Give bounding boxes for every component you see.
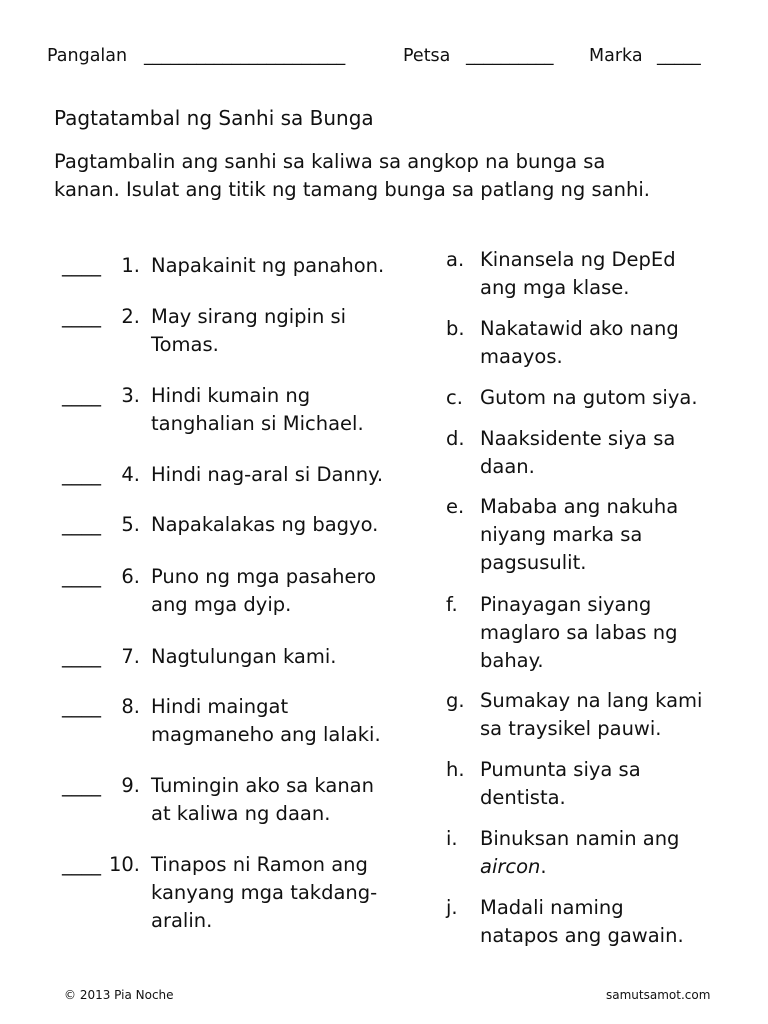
item-number: 1. (121, 254, 140, 277)
cause-text-line: Tinapos ni Ramon ang (151, 853, 368, 876)
effect-text-line: pagsusulit. (480, 551, 587, 574)
cause-text-line: aralin. (151, 909, 213, 932)
cause-text-line: Puno ng mga pasahero (151, 565, 377, 588)
answer-blank[interactable]: ____ (62, 513, 101, 536)
instructions (54, 148, 744, 204)
cause-text (151, 851, 377, 935)
effect-letter: c. (446, 386, 463, 409)
effect-text (480, 425, 675, 481)
cause-text-line: kanyang mga takdang- (151, 881, 378, 904)
effect-text-line: niyang marka sa (480, 523, 643, 546)
score-label: Marka (589, 46, 643, 66)
item-number: 6. (121, 565, 140, 588)
date-label: Petsa (403, 46, 451, 66)
effect-text (480, 687, 702, 743)
item-number: 9. (121, 774, 140, 797)
effect-text (480, 756, 641, 812)
answer-blank[interactable]: ____ (62, 853, 101, 876)
cause-text (151, 693, 381, 749)
answer-blank[interactable]: ____ (62, 645, 101, 668)
effect-letter: j. (446, 896, 458, 919)
effect-text-line: Sumakay na lang kami (480, 689, 703, 712)
effect-text-line: bahay. (480, 649, 544, 672)
cause-text-line: May sirang ngipin si (151, 305, 347, 328)
effect-text (480, 591, 678, 675)
cause-text (151, 511, 378, 539)
cause-text-line: Hindi nag-aral si Danny. (151, 463, 384, 486)
effect-text-line: sa traysikel pauwi. (480, 717, 662, 740)
cause-text-line: Tomas. (151, 333, 219, 356)
answer-blank[interactable]: ____ (62, 774, 101, 797)
cause-text (151, 461, 383, 489)
effect-letter: d. (446, 427, 465, 450)
cause-text (151, 303, 346, 359)
effect-text-line: Naaksidente siya sa (480, 427, 676, 450)
cause-text-line: at kaliwa ng daan. (151, 802, 331, 825)
item-number: 10. (108, 853, 140, 876)
item-number: 3. (121, 384, 140, 407)
date-blank[interactable]: __________ (466, 46, 554, 66)
answer-blank[interactable]: ____ (62, 565, 101, 588)
effect-text-line: Binuksan namin ang (480, 827, 680, 850)
effect-text (480, 825, 679, 881)
score-blank[interactable]: _____ (657, 46, 701, 66)
effect-text (480, 384, 698, 412)
answer-blank[interactable]: ____ (62, 695, 101, 718)
effect-text-line: Pumunta siya sa (480, 758, 641, 781)
effect-text-line: natapos ang gawain. (480, 924, 684, 947)
cause-text (151, 382, 364, 438)
instruction-line: kanan. Isulat ang titik ng tamang bunga sa patlang ng sanhi. (54, 178, 650, 201)
instruction-line: Pagtambalin ang sanhi sa kaliwa sa angkop na bunga sa (54, 150, 606, 173)
italic-term: aircon (480, 855, 541, 878)
answer-blank[interactable]: ____ (62, 384, 101, 407)
cause-text-line: Nagtulungan kami. (151, 645, 337, 668)
effect-text-line: ang mga klase. (480, 276, 630, 299)
answer-blank[interactable]: ____ (62, 463, 101, 486)
copyright: © 2013 Pia Noche (64, 988, 174, 1002)
effect-letter: i. (446, 827, 458, 850)
cause-text (151, 252, 384, 280)
effect-text-line (480, 853, 679, 881)
name-blank[interactable]: _______________________ (144, 46, 346, 66)
cause-text-line: Hindi kumain ng (151, 384, 311, 407)
effect-letter: g. (446, 689, 465, 712)
cause-text-line: magmaneho ang lalaki. (151, 723, 381, 746)
item-number: 5. (121, 513, 140, 536)
effect-letter: b. (446, 317, 465, 340)
effect-text-line: Pinayagan siyang (480, 593, 652, 616)
effect-text-line: dentista. (480, 786, 566, 809)
answer-blank[interactable]: ____ (62, 305, 101, 328)
effect-letter: h. (446, 758, 465, 781)
item-number: 2. (121, 305, 140, 328)
answer-blank[interactable]: ____ (62, 254, 101, 277)
cause-text-line: tanghalian si Michael. (151, 412, 364, 435)
cause-text (151, 563, 376, 619)
worksheet-title: Pagtatambal ng Sanhi sa Bunga (54, 106, 374, 130)
effect-text (480, 493, 678, 577)
effect-text (480, 246, 676, 302)
effect-text-line: Nakatawid ako nang (480, 317, 679, 340)
effect-letter: a. (446, 248, 465, 271)
effect-text-line: Kinansela ng DepEd (480, 248, 676, 271)
item-number: 4. (121, 463, 140, 486)
effect-text-line: Mababa ang nakuha (480, 495, 679, 518)
item-number: 7. (121, 645, 140, 668)
cause-text-line: Hindi maingat (151, 695, 289, 718)
cause-text-line: Tumingin ako sa kanan (151, 774, 374, 797)
effect-text-line: Gutom na gutom siya. (480, 386, 698, 409)
cause-text-line: ang mga dyip. (151, 593, 292, 616)
effect-text-line: Madali naming (480, 896, 624, 919)
cause-text-line: Napakalakas ng bagyo. (151, 513, 379, 536)
effect-text (480, 315, 679, 371)
cause-text (151, 643, 336, 671)
effect-letter: e. (446, 495, 465, 518)
effect-text-line: daan. (480, 455, 535, 478)
effect-letter: f. (446, 593, 458, 616)
cause-text (151, 772, 374, 828)
item-number: 8. (121, 695, 140, 718)
effect-text-line: maglaro sa labas ng (480, 621, 678, 644)
period: . (540, 855, 547, 878)
cause-text-line: Napakainit ng panahon. (151, 254, 385, 277)
effect-text (480, 894, 684, 950)
name-label: Pangalan (47, 46, 128, 66)
site-credit: samutsamot.com (606, 988, 711, 1002)
effect-text-line: maayos. (480, 345, 563, 368)
